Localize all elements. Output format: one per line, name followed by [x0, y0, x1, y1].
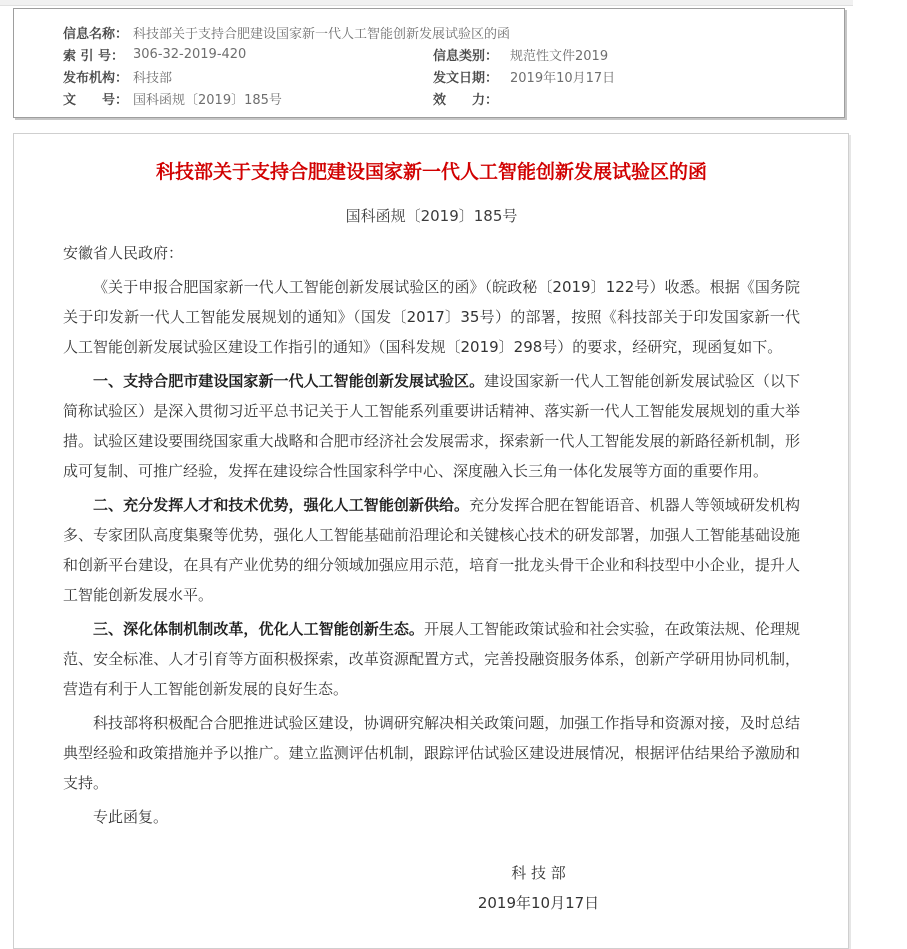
info-row-agency: [63, 65, 834, 87]
document-number: 国科函规〔2019〕185号: [345, 207, 518, 225]
info-category-label: 信息类别：: [433, 48, 499, 64]
index-number-label: 索 引 号：: [63, 48, 125, 64]
document-info-panel: [13, 8, 845, 118]
issuing-agency-label: 发布机构：: [63, 70, 129, 86]
document-body-panel: [13, 133, 849, 949]
paragraph-item-1-heading: 一、支持合肥市建设国家新一代人工智能创新发展试验区。: [93, 372, 485, 390]
paragraph-item-3-text: 开展人工智能政策试验和社会实验，在政策法规、伦理规范、安全标准、人才引育等方面积极探索，改革资源配置方式，完善投融资服务体系，创新产学研用协同机制，营造有利于人工智能创新发展的良好生态。: [63, 620, 800, 698]
paragraph-intro-text: 《关于申报合肥国家新一代人工智能创新发展试验区的函》（皖政秘〔2019〕122号）收悉。根据《国务院关于印发新一代人工智能发展规划的通知》（国发〔2017〕35号）的部署，按照《科技部关于印发国家新一代人工智能创新发展试验区建设工作指引的通知》（国科发规〔2019〕298号）的要求，经研究，现函复如下。: [63, 278, 800, 356]
info-name-value: 科技部关于支持合肥建设国家新一代人工智能创新发展试验区的函: [133, 26, 511, 42]
info-row-name: [63, 21, 834, 43]
signature-block: [170, 858, 907, 918]
paragraph-intro: [63, 272, 800, 362]
paragraph-item-2-heading: 二、充分发挥人才和技术优势，强化人工智能创新供给。: [93, 496, 470, 514]
info-category-value: 规范性文件2019: [510, 48, 609, 64]
salutation: 安徽省人民政府：: [63, 244, 184, 262]
paragraph-reply-close-text: 专此函复。: [93, 808, 169, 826]
info-row-index: [63, 43, 834, 65]
paragraph-item-1-text: 建设国家新一代人工智能创新发展试验区（以下简称试验区）是深入贯彻习近平总书记关于人工智能系列重要讲话精神、落实新一代人工智能发展规划的重大举措。试验区建设要围绕国家重大战略和合肥市经济社会发展需求，探索新一代人工智能发展的新路径新机制，形成可复制、可推广经验，发挥在建设综合性国家科学中心、深度融入长三角一体化发展等方面的重要作用。: [63, 372, 800, 480]
validity-label: 效 力：: [433, 92, 499, 108]
paragraph-item-2: [63, 490, 800, 610]
issue-date-label: 发文日期：: [433, 70, 499, 86]
issue-date-value: 2019年10月17日: [510, 70, 616, 86]
paragraph-item-3-heading: 三、深化体制机制改革，优化人工智能创新生态。: [93, 620, 424, 638]
document-title: 科技部关于支持合肥建设国家新一代人工智能创新发展试验区的函: [155, 161, 707, 183]
index-number-value: 306-32-2019-420: [133, 46, 247, 62]
paragraph-item-2-text: 充分发挥合肥在智能语音、机器人等领域研发机构多、专家团队高度集聚等优势，强化人工智能基础前沿理论和关键核心技术的研发部署，加强人工智能基础设施和创新平台建设，在具有产业优势的细分领域加强应用示范，培育一批龙头骨干企业和科技型中小企业，提升人工智能创新发展水平。: [63, 496, 800, 604]
doc-number-label: 文 号：: [63, 92, 129, 108]
paragraph-closing-support-text: 科技部将积极配合合肥推进试验区建设，协调研究解决相关政策问题，加强工作指导和资源对接，及时总结典型经验和政策措施并予以推广。建立监测评估机制，跟踪评估试验区建设进展情况，根据评估结果给予激励和支持。: [63, 714, 800, 792]
info-name-label: 信息名称：: [63, 26, 129, 42]
paragraph-item-3: [63, 614, 800, 704]
paragraph-item-1: [63, 366, 800, 486]
paragraph-closing-support: [63, 708, 800, 798]
signature-agency: 科 技 部: [511, 864, 566, 882]
page-top-strip: [0, 0, 853, 6]
doc-number-value: 国科函规〔2019〕185号: [133, 92, 282, 108]
issuing-agency-value: 科技部: [133, 70, 173, 86]
info-row-docnumber: [63, 87, 834, 109]
signature-date: 2019年10月17日: [477, 894, 600, 912]
paragraph-reply-close: [63, 802, 800, 832]
document-text: [63, 238, 800, 832]
